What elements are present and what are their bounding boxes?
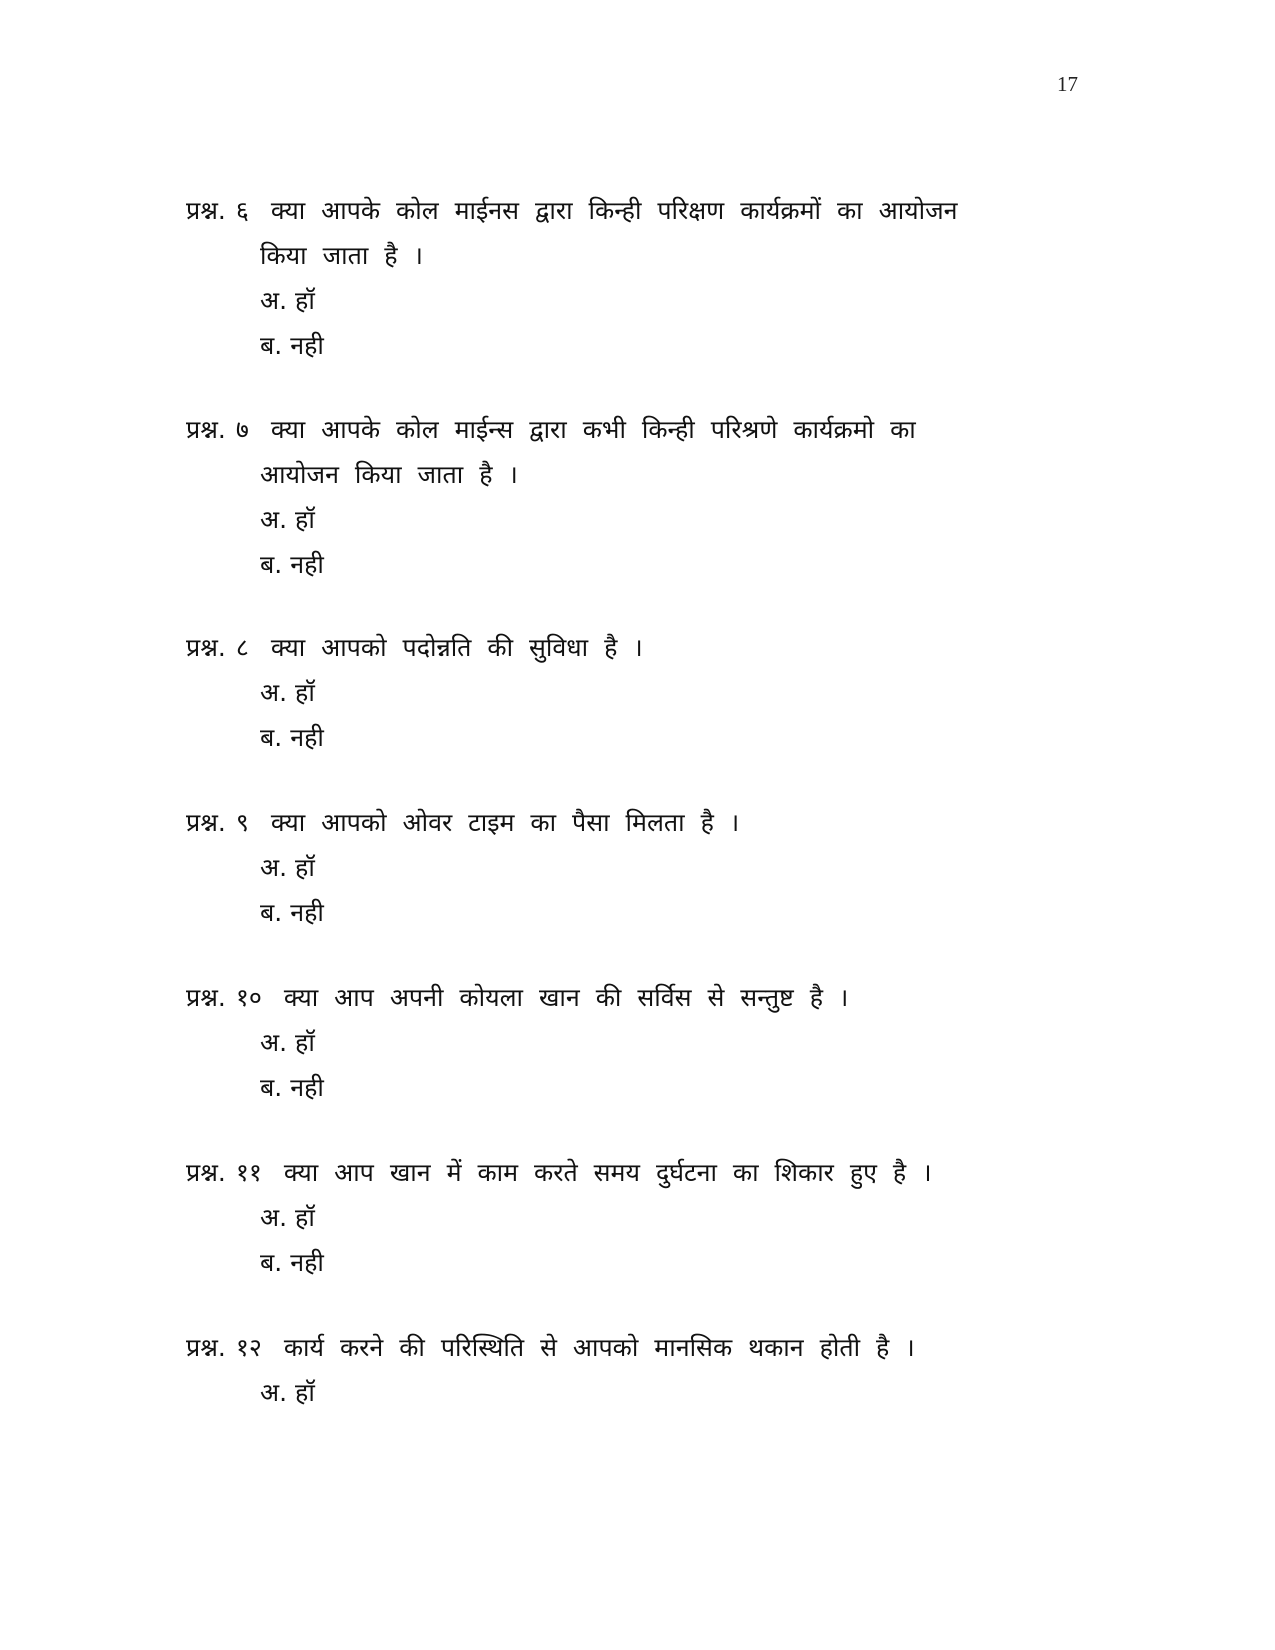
option-a (186, 1020, 1086, 1065)
option-text: नही (290, 1073, 324, 1102)
question-9 (186, 800, 1086, 935)
option-a (186, 1370, 1086, 1415)
question-number: १० (235, 983, 262, 1012)
option-key: अ. (260, 853, 288, 882)
option-text: हॉ (295, 505, 315, 534)
option-a (186, 1195, 1086, 1240)
option-key: अ. (260, 505, 288, 534)
question-text: क्या आपके कोल माईनस द्वारा किन्ही परिक्षण कार्यक्रमों का आयोजन (270, 196, 958, 225)
question-text: क्या आपको ओवर टाइम का पैसा मिलता है । (270, 808, 740, 837)
question-label: प्रश्न. (186, 983, 226, 1012)
option-a (186, 497, 1086, 542)
question-label: प्रश्न. (186, 1158, 226, 1187)
question-6 (186, 188, 1086, 368)
option-b (186, 1240, 1086, 1285)
option-b (186, 890, 1086, 935)
question-number: ९ (235, 808, 249, 837)
option-text: हॉ (295, 1203, 315, 1232)
option-a (186, 278, 1086, 323)
option-b (186, 542, 1086, 587)
option-key: ब. (260, 331, 283, 360)
option-text: नही (290, 723, 324, 752)
question-number: ७ (235, 415, 249, 444)
question-label: प्रश्न. (186, 1333, 226, 1362)
question-11 (186, 1150, 1086, 1285)
question-7 (186, 407, 1086, 587)
question-label: प्रश्न. (186, 808, 226, 837)
option-key: ब. (260, 723, 283, 752)
question-number: ८ (235, 633, 249, 662)
option-a (186, 845, 1086, 890)
option-text: नही (290, 550, 324, 579)
option-text: नही (290, 331, 324, 360)
option-key: अ. (260, 1203, 288, 1232)
question-8 (186, 625, 1086, 760)
option-text: हॉ (295, 1378, 315, 1407)
option-b (186, 323, 1086, 368)
question-line (186, 188, 1086, 233)
question-number: १२ (235, 1333, 262, 1362)
option-key: ब. (260, 898, 283, 927)
option-key: ब. (260, 1073, 283, 1102)
question-line (186, 1150, 1086, 1195)
option-key: अ. (260, 678, 288, 707)
question-number: ६ (235, 196, 249, 225)
option-key: ब. (260, 1248, 283, 1277)
option-text: नही (290, 898, 324, 927)
question-10 (186, 975, 1086, 1110)
question-text: क्या आपके कोल माईन्स द्वारा कभी किन्ही परिश्रणे कार्यक्रमो का (270, 415, 916, 444)
option-b (186, 1065, 1086, 1110)
question-text-continued: किया जाता है । (260, 241, 423, 270)
option-key: अ. (260, 1378, 288, 1407)
question-line (186, 800, 1086, 845)
option-text: नही (290, 1248, 324, 1277)
question-line (186, 1325, 1086, 1370)
option-text: हॉ (295, 678, 315, 707)
question-text: क्या आप खान में काम करते समय दुर्घटना का शिकार हुए है । (283, 1158, 932, 1187)
option-key: ब. (260, 550, 283, 579)
question-number: ११ (235, 1158, 262, 1187)
option-text: हॉ (295, 1028, 315, 1057)
question-line (186, 625, 1086, 670)
question-text: क्या आप अपनी कोयला खान की सर्विस से सन्तुष्ट है । (283, 983, 849, 1012)
option-key: अ. (260, 1028, 288, 1057)
option-b (186, 715, 1086, 760)
option-key: अ. (260, 286, 288, 315)
question-label: प्रश्न. (186, 633, 226, 662)
question-12 (186, 1325, 1086, 1415)
question-label: प्रश्न. (186, 415, 226, 444)
question-text: कार्य करने की परिस्थिति से आपको मानसिक थकान होती है । (283, 1333, 915, 1362)
option-text: हॉ (295, 286, 315, 315)
page-number: 17 (1057, 72, 1078, 96)
question-line (186, 975, 1086, 1020)
question-label: प्रश्न. (186, 196, 226, 225)
question-text-continued: आयोजन किया जाता है । (260, 460, 518, 489)
question-text: क्या आपको पदोन्नति की सुविधा है । (270, 633, 643, 662)
option-a (186, 670, 1086, 715)
option-text: हॉ (295, 853, 315, 882)
question-line (186, 407, 1086, 452)
